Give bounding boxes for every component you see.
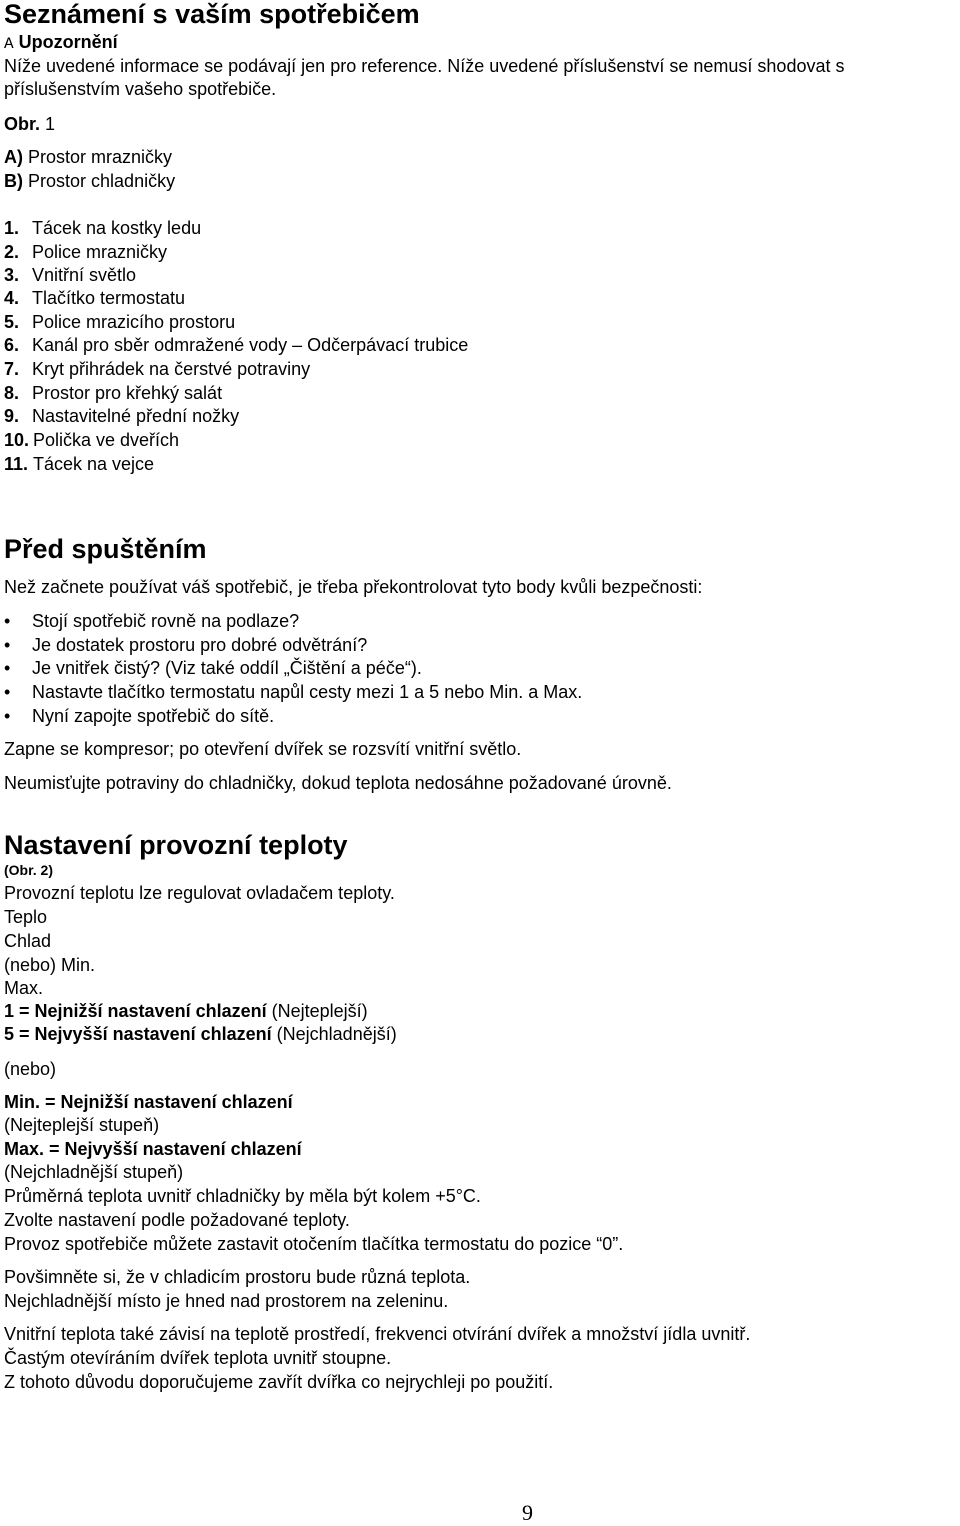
compressor-paragraph: Zapne se kompresor; po otevření dvířek se rozsvítí vnitřní světlo. <box>4 739 522 759</box>
warning-label: Upozornění <box>18 32 118 52</box>
label-nebo-min: (nebo) Min. <box>4 955 96 975</box>
zone-item: B) Prostor chladničky <box>4 171 176 191</box>
list-item: 3. Vnitřní světlo <box>4 265 137 285</box>
warning-heading <box>4 31 118 55</box>
list-item: 9. Nastavitelné přední nožky <box>4 406 240 426</box>
warning-text-line-1: Níže uvedené informace se podávají jen pro reference. Níže uvedené příslušenství se nemusí shodovat s <box>4 56 845 76</box>
list-item: 4. Tlačítko termostatu <box>4 288 186 308</box>
bullet-item: • Nyní zapojte spotřebič do sítě. <box>4 706 275 726</box>
choose-setting-line: Zvolte nastavení podle požadované teploty. <box>4 1210 350 1230</box>
note-line: Povšimněte si, že v chladicím prostoru bude různá teplota. <box>4 1267 471 1287</box>
warning-text-line-2: příslušenstvím vašeho spotřebiče. <box>4 79 277 99</box>
section-title-temperature: Nastavení provozní teploty <box>4 830 348 860</box>
setting-min-desc: (Nejteplejší stupeň) <box>4 1115 160 1135</box>
section-title-appliance: Seznámení s vaším spotřebičem <box>4 0 420 29</box>
food-placement-paragraph: Neumisťujte potraviny do chladničky, dokud teplota nedosáhne požadované úrovně. <box>4 773 672 793</box>
zone-item: A) Prostor mrazničky <box>4 147 173 167</box>
list-item: 10. Polička ve dveřích <box>4 430 180 450</box>
note-line: Nejchladnější místo je hned nad prostorem na zeleninu. <box>4 1291 449 1311</box>
list-item: 8. Prostor pro křehký salát <box>4 383 223 403</box>
note-line: Vnitřní teplota také závisí na teplotě prostředí, frekvenci otvírání dvířek a množství jídla uvnitř. <box>4 1324 751 1344</box>
list-item: 5. Police mrazicího prostoru <box>4 312 236 332</box>
figure-label: Obr. 1 <box>4 114 56 134</box>
bullet-item: • Je vnitřek čistý? (Viz také oddíl „Čištění a péče“). <box>4 658 422 678</box>
label-nebo: (nebo) <box>4 1059 57 1079</box>
warning-icon: A <box>4 35 14 53</box>
figure-ref: (Obr. 2) <box>4 862 54 878</box>
setting-1: 1 = Nejnižší nastavení chlazení (Nejteplejší) <box>4 1001 368 1021</box>
setting-max-desc: (Nejchladnější stupeň) <box>4 1162 184 1182</box>
section-title-before-start: Před spuštěním <box>4 534 207 564</box>
label-teplo: Teplo <box>4 907 48 927</box>
stop-operation-line: Provoz spotřebiče můžete zastavit otočením tlačítka termostatu do pozice “0”. <box>4 1234 624 1254</box>
bullet-item: • Stojí spotřebič rovně na podlaze? <box>4 611 300 631</box>
note-line: Z tohoto důvodu doporučujeme zavřít dvířka co nejrychleji po použití. <box>4 1372 554 1392</box>
page-number: 9 <box>522 1500 533 1525</box>
list-item: 2. Police mrazničky <box>4 242 168 262</box>
label-max: Max. <box>4 978 44 998</box>
before-start-intro: Než začnete používat váš spotřebič, je třeba překontrolovat tyto body kvůli bezpečnosti: <box>4 577 703 597</box>
bullet-item: • Nastavte tlačítko termostatu napůl cesty mezi 1 a 5 nebo Min. a Max. <box>4 682 583 702</box>
setting-5: 5 = Nejvyšší nastavení chlazení (Nejchladnější) <box>4 1024 397 1044</box>
setting-min: Min. = Nejnižší nastavení chlazení <box>4 1092 293 1112</box>
average-temperature-line: Průměrná teplota uvnitř chladničky by měla být kolem +5°C. <box>4 1186 481 1206</box>
list-item: 1. Tácek na kostky ledu <box>4 218 202 238</box>
list-item: 6. Kanál pro sběr odmražené vody – Odčerpávací trubice <box>4 335 469 355</box>
list-item: 11. Tácek na vejce <box>4 454 155 474</box>
note-line: Častým otevíráním dvířek teplota uvnitř stoupne. <box>4 1348 392 1368</box>
setting-max: Max. = Nejvyšší nastavení chlazení <box>4 1139 302 1159</box>
list-item: 7. Kryt přihrádek na čerstvé potraviny <box>4 359 311 379</box>
bullet-item: • Je dostatek prostoru pro dobré odvětrání? <box>4 635 368 655</box>
label-chlad: Chlad <box>4 931 52 951</box>
temperature-intro: Provozní teplotu lze regulovat ovladačem teploty. <box>4 883 395 903</box>
